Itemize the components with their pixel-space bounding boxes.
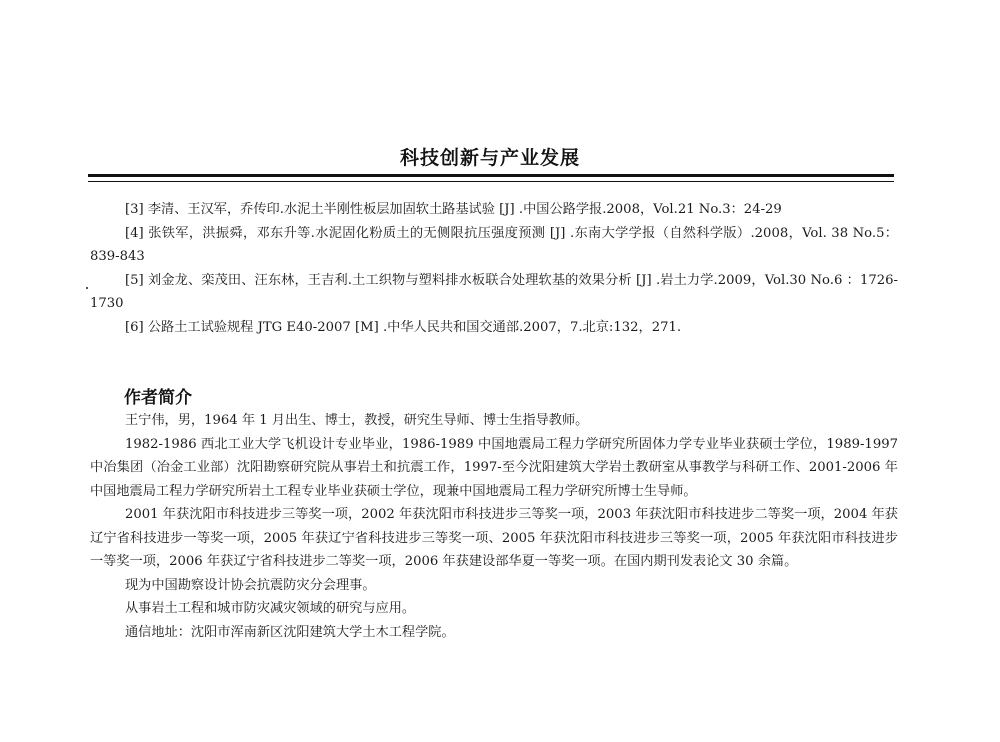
reference-item: [3] 李清、王汉军，乔传印.水泥土半刚性板层加固软土路基试验 [J] .中国公路学报.2008，Vol.21 No.3：24-29 [125,202,782,217]
page-header-title: 科技创新与产业发展 [399,147,580,169]
header-rule-thin [88,181,894,182]
bio-paragraph: 从事岩土工程和城市防灾减灾领域的研究与应用。 [125,601,416,616]
reference-item: [4] 张铁军，洪振舜，邓东升等.水泥固化粉质土的无侧限抗压强度预测 [J] .东南大学学报（自然科学版）.2008，Vol. 38 No.5：839-843 [90,225,898,264]
author-bio [90,409,898,644]
reference-item: [6] 公路土工试验规程 JTG E40-2007 [M] .中华人民共和国交通部.2007，7.北京:132，271. [125,319,682,335]
bio-paragraph: 王宁伟，男，1964 年 1 月出生、博士，教授，研究生导师、博士生指导教师。 [125,413,589,428]
reference-list [90,198,898,339]
bio-paragraph: 1982-1986 西北工业大学飞机设计专业毕业，1986-1989 中国地震局工程力学研究所固体力学专业毕业获硕士学位，1989-1997 中冶集团（冶金工业部）沈阳勘察研究院从事岩土和抗震工作，1997-至今沈阳建筑大学岩土教研室从事教学与科研工作、2001-2006 年中国地震局工程力学研究所岩土工程专业毕业获硕士学位，现兼中国地震局工程力学研究所博士生导师。 [90,436,898,499]
bio-paragraph: 现为中国勘察设计协会抗震防灾分会理事。 [125,577,376,593]
bio-paragraph: 2001 年获沈阳市科技进步三等奖一项，2002 年获沈阳市科技进步三等奖一项，2003 年获沈阳市科技进步二等奖一项，2004 年获辽宁省科技进步一等奖一项，2005 年获辽宁省科技进步三等奖一项、2005 年获沈阳市科技进步三等奖一项，2005 年获沈阳市科技进步一等奖一项，2006 年获辽宁省科技进步二等奖一项，2006 年获建设部华夏一等奖一项。在国内期刊发表论文 30 余篇。 [90,507,898,569]
bio-paragraph: 通信地址：沈阳市浑南新区沈阳建筑大学土木工程学院。 [125,624,455,640]
author-section-heading: 作者简介 [124,388,192,408]
reference-item: [5] 刘金龙、栾茂田、汪东林，王吉利.土工织物与塑料排水板联合处理软基的效果分析 [J] .岩土力学.2009，Vol.30 No.6 ：1726-1730 [90,272,898,311]
scan-speck [86,287,88,289]
header-rule-thick [88,174,894,177]
